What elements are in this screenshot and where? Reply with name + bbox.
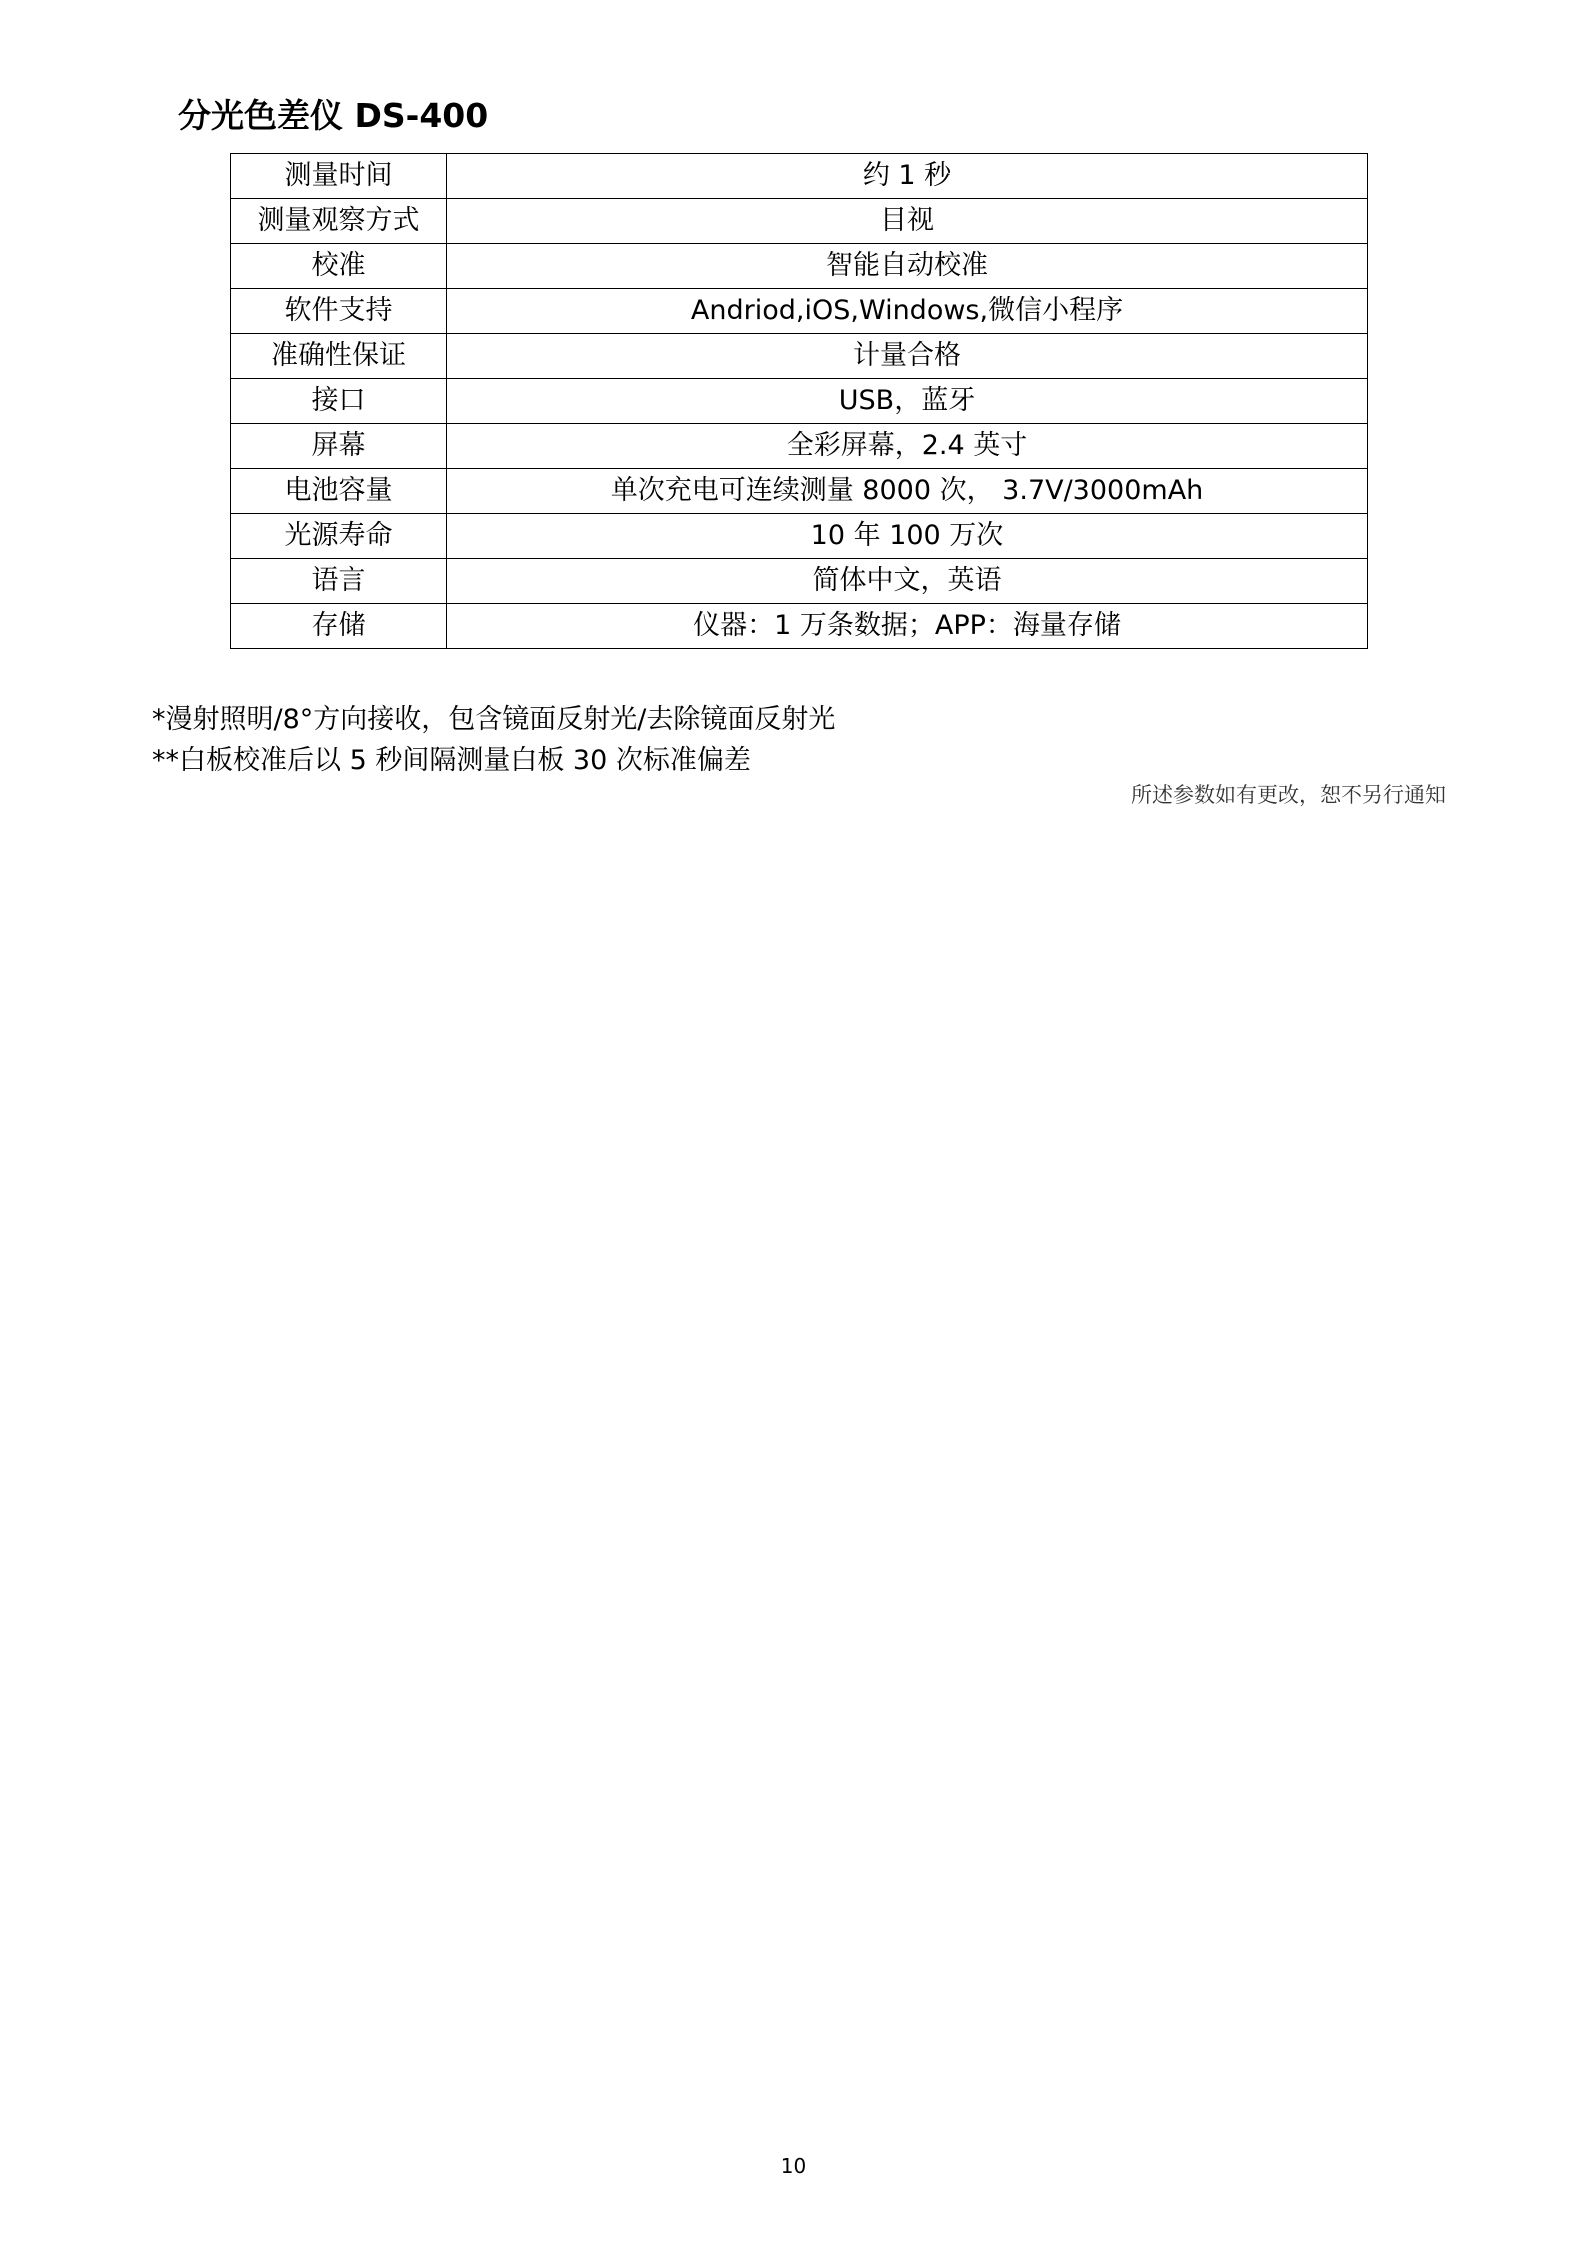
- spec-label: 光源寿命: [231, 514, 447, 559]
- table-row: [231, 424, 1368, 469]
- spec-value: USB，蓝牙: [447, 379, 1368, 424]
- table-row: [231, 604, 1368, 649]
- spec-value: 约 1 秒: [447, 154, 1368, 199]
- spec-label: 屏幕: [231, 424, 447, 469]
- spec-value: 计量合格: [447, 334, 1368, 379]
- spec-value: 10 年 100 万次: [447, 514, 1368, 559]
- table-row: [231, 469, 1368, 514]
- spec-label: 准确性保证: [231, 334, 447, 379]
- table-row: [231, 289, 1368, 334]
- spec-label: 软件支持: [231, 289, 447, 334]
- table-row: [231, 379, 1368, 424]
- spec-label: 语言: [231, 559, 447, 604]
- table-row: [231, 199, 1368, 244]
- spec-label: 校准: [231, 244, 447, 289]
- spec-label: 接口: [231, 379, 447, 424]
- page-title: 分光色差仪 DS-400: [178, 96, 489, 135]
- disclaimer-text: 所述参数如有更改，恕不另行通知: [1131, 783, 1446, 807]
- footnote-illumination: *漫射照明/8°方向接收，包含镜面反射光/去除镜面反射光: [152, 704, 836, 735]
- table-row: [231, 154, 1368, 199]
- table-row: [231, 514, 1368, 559]
- spec-label: 电池容量: [231, 469, 447, 514]
- spec-label: 存储: [231, 604, 447, 649]
- spec-value: 目视: [447, 199, 1368, 244]
- footnotes: [152, 699, 835, 781]
- page-number: 10: [780, 2154, 807, 2178]
- spec-table: [230, 153, 1368, 649]
- footnote-calibration: **白板校准后以 5 秒间隔测量白板 30 次标准偏差: [152, 745, 751, 776]
- spec-label: 测量观察方式: [231, 199, 447, 244]
- table-row: [231, 334, 1368, 379]
- spec-value: 仪器：1 万条数据；APP：海量存储: [447, 604, 1368, 649]
- spec-value: 简体中文，英语: [447, 559, 1368, 604]
- spec-value: 全彩屏幕，2.4 英寸: [447, 424, 1368, 469]
- spec-label: 测量时间: [231, 154, 447, 199]
- spec-value: Andriod,iOS,Windows,微信小程序: [447, 289, 1368, 334]
- table-row: [231, 244, 1368, 289]
- spec-value: 智能自动校准: [447, 244, 1368, 289]
- table-row: [231, 559, 1368, 604]
- spec-value: 单次充电可连续测量 8000 次， 3.7V/3000mAh: [447, 469, 1368, 514]
